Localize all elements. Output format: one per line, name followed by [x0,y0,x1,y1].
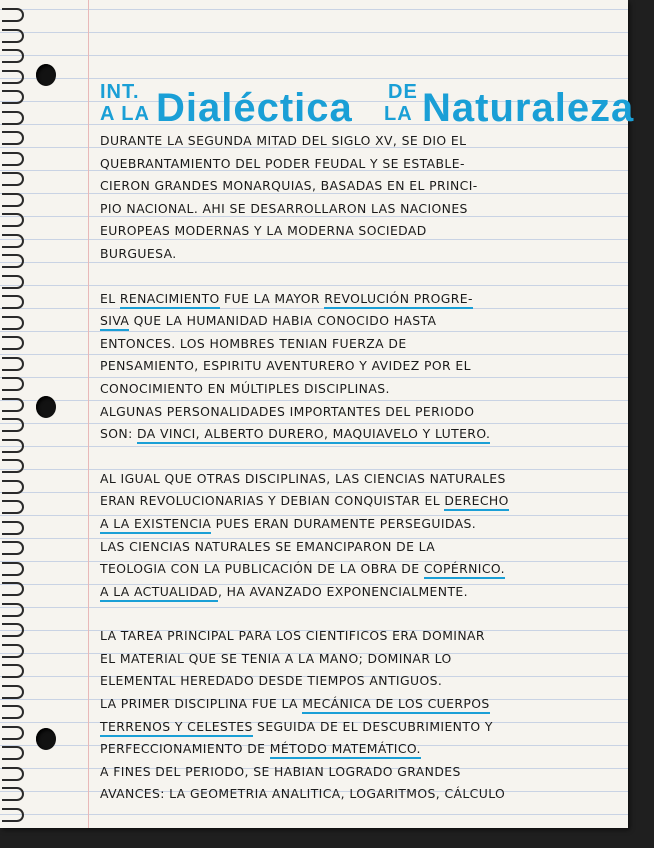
title-joiner-bottom: LA [384,103,413,125]
text-segment: ALGUNAS PERSONALIDADES IMPORTANTES DEL PERIODO [100,403,475,419]
spiral-coil [2,193,24,207]
text-segment: AVANCES: LA GEOMETRIA ANALITICA, LOGARITMOS, CÁLCULO [100,786,506,802]
text-line [100,536,610,559]
spiral-coil [2,459,24,473]
paragraph-gap [100,603,610,625]
spiral-coil [2,705,24,719]
text-segment: SEGUIDA DE EL DESCUBRIMIENTO Y [252,718,493,734]
text-line [100,468,610,491]
paragraph-gap [100,266,610,288]
title-word-dialectica: Dialéctica [156,86,353,130]
spiral-coil [2,357,24,371]
spiral-coil [2,562,24,576]
spiral-coil [2,254,24,268]
spiral-coil [2,726,24,740]
spiral-coil [2,234,24,248]
spiral-coil [2,685,24,699]
text-segment: EL MATERIAL QUE SE TENIA A LA MANO; DOMINAR LO [100,650,452,666]
text-line [100,153,610,176]
title-prefix-bottom: A LA [100,103,150,125]
spiral-coil [2,541,24,555]
underlined-term: COPÉRNICO. [424,561,505,579]
text-segment: CONOCIMIENTO EN MÚLTIPLES DISCIPLINAS. [100,380,390,396]
text-line [100,716,610,739]
text-line [100,783,610,806]
text-line [100,423,610,446]
text-segment: AL IGUAL QUE OTRAS DISCIPLINAS, LAS CIENCIAS NATURALES [100,470,506,486]
text-line [100,310,610,333]
spiral-coil [2,29,24,43]
punch-hole [36,728,56,750]
text-line [100,198,610,221]
text-segment: PENSAMIENTO, ESPIRITU AVENTURERO Y AVIDEZ POR EL [100,358,471,374]
spiral-coil [2,336,24,350]
title-word-naturaleza: Naturaleza [422,86,635,130]
paragraph-gap [100,446,610,468]
text-line [100,220,610,243]
spiral-coil [2,172,24,186]
text-segment: TEOLOGIA CON LA PUBLICACIÓN DE LA OBRA DE [100,561,424,577]
text-segment: EUROPEAS MODERNAS Y LA MODERNA SOCIEDAD [100,223,427,239]
text-line [100,378,610,401]
text-segment: ERAN REVOLUCIONARIAS Y DEBIAN CONQUISTAR EL [100,493,445,509]
text-line [100,490,610,513]
underlined-term: DERECHO [444,493,508,511]
title-joiner-top: DE [388,81,418,103]
spiral-coil [2,480,24,494]
text-line [100,175,610,198]
spiral-coil [2,767,24,781]
spiral-coil [2,90,24,104]
underlined-term: SIVA [100,313,129,331]
text-line [100,513,610,536]
text-segment: LAS CIENCIAS NATURALES SE EMANCIPARON DE LA [100,538,436,554]
text-segment: CIERON GRANDES MONARQUIAS, BASADAS EN EL PRINCI- [100,178,478,194]
text-line [100,670,610,693]
spiral-coil [2,8,24,22]
spiral-coil [2,418,24,432]
text-segment: QUEBRANTAMIENTO DEL PODER FEUDAL Y SE ESTABLE- [100,155,465,171]
text-line [100,761,610,784]
spiral-coil [2,316,24,330]
text-line [100,581,610,604]
punch-hole [36,396,56,418]
text-segment: PERFECCIONAMIENTO DE [100,741,270,757]
underlined-term: DA VINCI, ALBERTO DURERO, MAQUIAVELO Y LUTERO. [137,426,490,444]
text-segment: LA TAREA PRINCIPAL PARA LOS CIENTIFICOS ERA DOMINAR [100,628,485,644]
punch-hole [36,64,56,86]
text-line [100,130,610,153]
underlined-term: REVOLUCIÓN PROGRE- [324,291,473,309]
text-line [100,288,610,311]
margin-line [88,0,89,828]
spiral-coil [2,377,24,391]
spiral-coil [2,131,24,145]
spiral-coil [2,521,24,535]
text-segment: EL [100,290,120,306]
spiral-coil [2,787,24,801]
text-segment: SON: [100,426,137,442]
text-line [100,738,610,761]
page-title [100,78,635,130]
underlined-term: A LA ACTUALIDAD [100,584,218,602]
spiral-coil [2,213,24,227]
text-line [100,648,610,671]
spiral-coil [2,49,24,63]
text-line [100,243,610,266]
text-line [100,558,610,581]
underlined-term: RENACIMIENTO [120,291,220,309]
text-segment: ENTONCES. LOS HOMBRES TENIAN FUERZA DE [100,335,407,351]
text-line [100,625,610,648]
text-segment: , HA AVANZADO EXPONENCIALMENTE. [217,583,468,599]
spiral-coil [2,398,24,412]
text-segment: DURANTE LA SEGUNDA MITAD DEL SIGLO XV, SE DIO EL [100,133,467,148]
text-segment: LA PRIMER DISCIPLINA FUE LA [100,696,303,712]
notes-body [100,130,610,806]
text-segment: ELEMENTAL HEREDADO DESDE TIEMPOS ANTIGUOS. [100,673,443,689]
text-segment: A FINES DEL PERIODO, SE HABIAN LOGRADO GRANDES [100,763,461,779]
text-segment: BURGUESA. [100,245,177,261]
spiral-coil [2,439,24,453]
text-line [100,355,610,378]
text-segment: PIO NACIONAL. AHI SE DESARROLLARON LAS NACIONES [100,200,468,216]
spiral-coil [2,275,24,289]
spiral-binding [0,0,26,828]
underlined-term: MECÁNICA DE LOS CUERPOS [302,696,489,714]
underlined-term: TERRENOS Y CELESTES [100,719,253,737]
text-line [100,333,610,356]
spiral-coil [2,746,24,760]
text-line [100,401,610,424]
spiral-coil [2,603,24,617]
spiral-coil [2,644,24,658]
spiral-coil [2,70,24,84]
underlined-term: MÉTODO MATEMÁTICO. [270,741,421,759]
text-segment: FUE LA MAYOR [219,290,325,306]
spiral-coil [2,152,24,166]
text-segment: QUE LA HUMANIDAD HABIA CONOCIDO HASTA [129,313,437,329]
spiral-coil [2,623,24,637]
spiral-coil [2,808,24,822]
spiral-coil [2,500,24,514]
spiral-coil [2,664,24,678]
text-segment: PUES ERAN DURAMENTE PERSEGUIDAS. [211,515,477,531]
spiral-coil [2,295,24,309]
spiral-coil [2,111,24,125]
text-line [100,693,610,716]
spiral-coil [2,582,24,596]
title-prefix-top: INT. [100,81,140,103]
underlined-term: A LA EXISTENCIA [100,516,211,534]
